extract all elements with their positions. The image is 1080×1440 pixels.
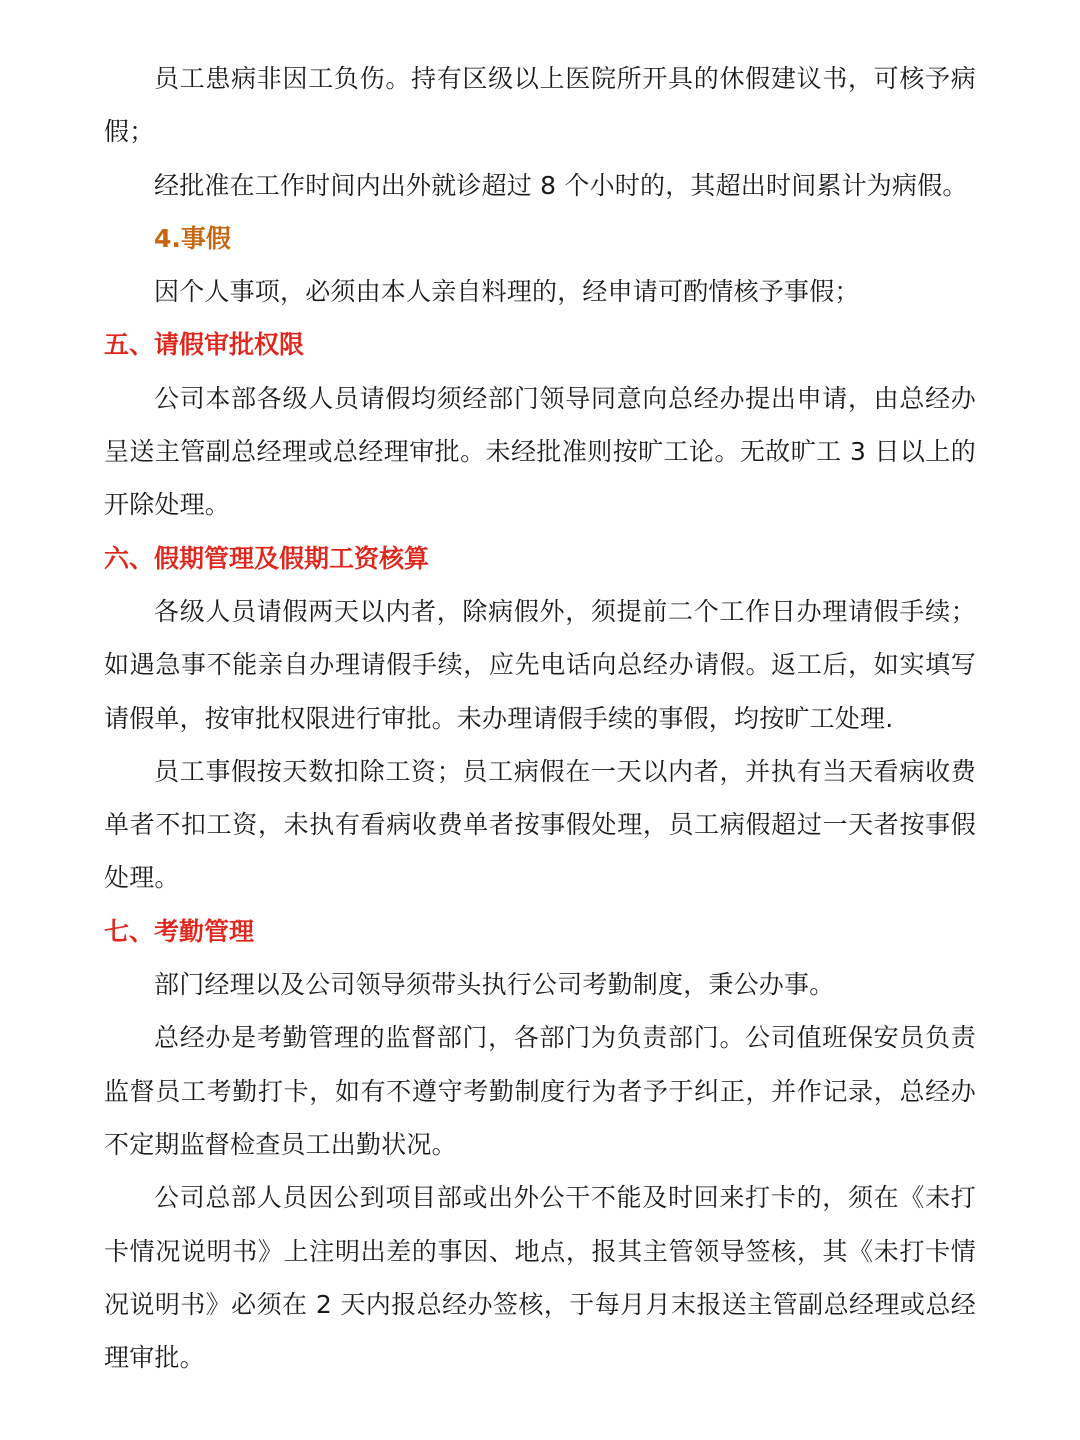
paragraph-sick-leave-condition: 员工患病非因工负伤。持有区级以上医院所开具的休假建议书，可核予病假； <box>104 64 976 147</box>
paragraph-personal-leave: 因个人事项，必须由本人亲自料理的，经申请可酌情核予事假； <box>154 277 860 307</box>
paragraph-sick-leave-overtime: 经批准在工作时间内出外就诊超过 8 个小时的，其超出时间累计为病假。 <box>154 170 968 200</box>
paragraph-approval-authority: 公司本部各级人员请假均须经部门领导同意向总经办提出申请，由总经办呈送主管副总经理或总经理审批。未经批准则按旷工论。无故旷工 3 日以上的开除处理。 <box>104 383 976 520</box>
paragraph-attendance-supervision: 总经办是考勤管理的监督部门，各部门为负责部门。公司值班保安员负责监督员工考勤打卡，如有不遵守考勤制度行为者予于纠正，并作记录，总经办不定期监督检查员工出勤状况。 <box>104 1023 976 1159</box>
paragraph-leave-pay-deduction: 员工事假按天数扣除工资；员工病假在一天以内者，并执有当天看病收费单者不扣工资，未执有看病收费单者按事假处理，员工病假超过一天者按事假处理。 <box>104 756 976 893</box>
paragraph-attendance-missed-punch: 公司总部人员因公到项目部或出外公干不能及时回来打卡的，须在《未打卡情况说明书》上注明出差的事因、地点，报其主管领导签核，其《未打卡情况说明书》必须在 2 天内报总经办签核，于每月月末报送主管副总经理或总经理审批。 <box>104 1183 976 1373</box>
paragraph-attendance-leadership: 部门经理以及公司领导须带头执行公司考勤制度，秉公办事。 <box>154 970 835 1000</box>
paragraph-leave-procedure: 各级人员请假两天以内者，除病假外，须提前二个工作日办理请假手续；如遇急事不能亲自办理请假手续，应先电话向总经办请假。返工后，如实填写请假单，按审批权限进行审批。未办理请假手续的事假，均按旷工处理. <box>104 596 976 733</box>
section-heading-attendance: 七、考勤管理 <box>104 916 255 946</box>
subheading-personal-leave: 4.事假 <box>154 223 231 253</box>
section-heading-leave-pay: 六、假期管理及假期工资核算 <box>104 543 430 573</box>
section-heading-approval-authority: 五、请假审批权限 <box>104 330 305 360</box>
